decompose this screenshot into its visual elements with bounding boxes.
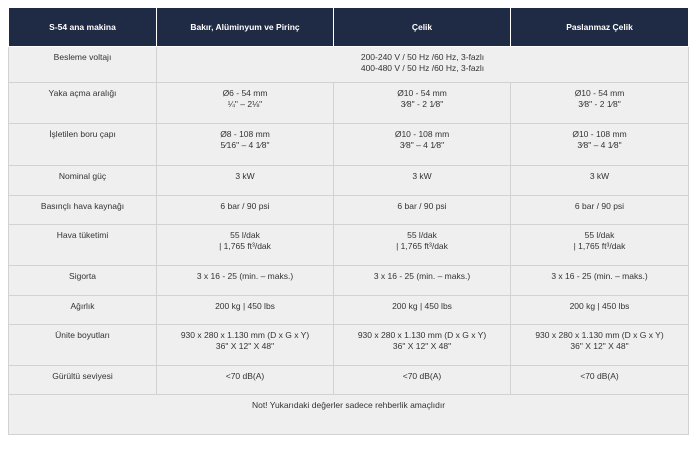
table-row-flaring-range — [9, 83, 689, 124]
header-copper-line-2: ve Pirinç — [264, 21, 300, 32]
stainless-cell: 200 kg | 450 lbs — [511, 296, 689, 325]
row-label: Ağırlık — [9, 296, 157, 325]
table-row-noise-level — [9, 366, 689, 395]
value-line: ¼" – 2⅛" — [227, 99, 263, 109]
value-line: Ø6 - 54 mm — [222, 88, 268, 98]
table-row-air-consumption — [9, 225, 689, 266]
value-line: 55 l/dak — [407, 230, 437, 240]
steel-cell: 3 x 16 - 25 (min. – maks.) — [334, 266, 511, 296]
steel-cell — [334, 124, 511, 166]
copper-cell: 200 kg | 450 lbs — [157, 296, 334, 325]
row-label: Ünite boyutları — [9, 325, 157, 366]
value-line: Ø10 - 108 mm — [394, 129, 450, 139]
value-line: 3⁄8" – 4 1⁄8" — [577, 140, 622, 150]
value-line: 3⁄8" - 2 1⁄8" — [578, 99, 621, 109]
value-line: 930 x 280 x 1.130 mm (D x G x Y) — [357, 330, 487, 340]
row-label: Nominal güç — [9, 166, 157, 196]
table-row-weight — [9, 296, 689, 325]
steel-cell: <70 dB(A) — [334, 366, 511, 395]
value-line: 36" X 12" X 48" — [215, 341, 275, 351]
value-line: Ø10 - 54 mm — [574, 88, 625, 98]
value-line: 36" X 12" X 48" — [392, 341, 452, 351]
value-line: 55 l/dak — [584, 230, 615, 240]
value-line: | 1,765 ft³/dak — [396, 241, 448, 251]
table-row-note — [9, 395, 689, 435]
steel-cell: 6 bar / 90 psi — [334, 196, 511, 225]
stainless-cell — [511, 124, 689, 166]
steel-cell — [334, 83, 511, 124]
value-line: 200-240 V / 50 Hz /60 Hz, 3-fazlı — [360, 52, 485, 62]
table-row-fuse — [9, 266, 689, 296]
row-label: Gürültü seviyesi — [9, 366, 157, 395]
value-line: | 1,765 ft³/dak — [573, 241, 626, 251]
header-model-line-1: S-54 — [49, 21, 68, 32]
stainless-cell: 3 x 16 - 25 (min. – maks.) — [511, 266, 689, 296]
row-label: İşletilen boru çapı — [9, 124, 157, 166]
steel-cell: 3 kW — [334, 166, 511, 196]
note-cell: Not! Yukarıdaki değerler sadece rehberlik amaçlıdır — [9, 395, 689, 435]
steel-cell: 200 kg | 450 lbs — [334, 296, 511, 325]
value-line: 3⁄8" - 2 1⁄8" — [400, 99, 444, 109]
steel-cell — [334, 325, 511, 366]
table-row-nominal-power — [9, 166, 689, 196]
value-line: 930 x 280 x 1.130 mm (D x G x Y) — [180, 330, 310, 340]
stainless-cell: 3 kW — [511, 166, 689, 196]
stainless-cell — [511, 83, 689, 124]
table-row-air-supply — [9, 196, 689, 225]
copper-cell: 6 bar / 90 psi — [157, 196, 334, 225]
value-line: 400-480 V / 50 Hz /60 Hz, 3-fazlı — [360, 63, 485, 73]
row-label: Yaka açma aralığı — [9, 83, 157, 124]
stainless-cell: <70 dB(A) — [511, 366, 689, 395]
value-line: 36" X 12" X 48" — [570, 341, 629, 351]
stainless-cell — [511, 325, 689, 366]
header-copper — [157, 8, 334, 47]
row-label: Basınçlı hava kaynağı — [9, 196, 157, 225]
table-row-pipe-diameter — [9, 124, 689, 166]
copper-cell: <70 dB(A) — [157, 366, 334, 395]
table-row-supply-voltage — [9, 47, 689, 83]
header-steel-line-1: Çelik — [411, 21, 433, 32]
value-line: Ø10 - 108 mm — [572, 129, 627, 139]
header-stainless-line-1: Paslanmaz Çelik — [566, 21, 633, 32]
copper-cell — [157, 325, 334, 366]
copper-cell: 3 kW — [157, 166, 334, 196]
header-model-line-2: ana makina — [69, 21, 116, 32]
copper-cell — [157, 225, 334, 266]
row-label: Hava tüketimi — [9, 225, 157, 266]
value-line: 5⁄16" – 4 1⁄8" — [220, 140, 270, 150]
spec-table-container — [8, 7, 688, 435]
header-row — [9, 8, 689, 47]
value-line: 930 x 280 x 1.130 mm (D x G x Y) — [535, 330, 664, 340]
stainless-cell: 6 bar / 90 psi — [511, 196, 689, 225]
header-stainless — [511, 8, 689, 47]
header-steel — [334, 8, 511, 47]
merged-value-cell — [157, 47, 689, 83]
copper-cell — [157, 83, 334, 124]
value-line: Ø10 - 54 mm — [397, 88, 447, 98]
copper-cell — [157, 124, 334, 166]
spec-table — [8, 7, 689, 435]
copper-cell: 3 x 16 - 25 (min. – maks.) — [157, 266, 334, 296]
value-line: Ø8 - 108 mm — [220, 129, 270, 139]
row-label: Besleme voltajı — [9, 47, 157, 83]
stainless-cell — [511, 225, 689, 266]
header-copper-line-1: Bakır, Alüminyum — [190, 21, 262, 32]
table-row-dimensions — [9, 325, 689, 366]
value-line: 3⁄8" – 4 1⁄8" — [399, 140, 445, 150]
value-line: 55 l/dak — [230, 230, 260, 240]
steel-cell — [334, 225, 511, 266]
header-model — [9, 8, 157, 47]
value-line: | 1,765 ft³/dak — [219, 241, 271, 251]
row-label: Sigorta — [9, 266, 157, 296]
